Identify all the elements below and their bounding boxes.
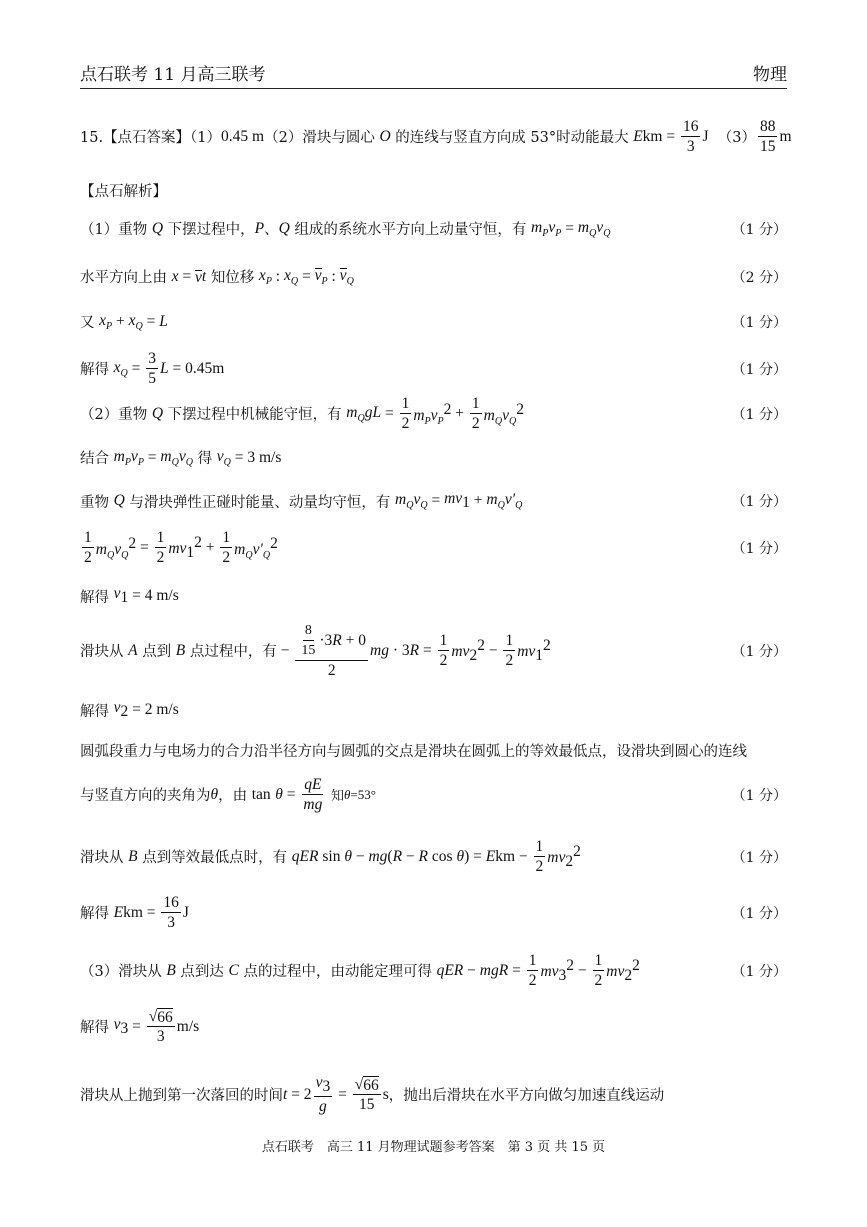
score-points: （2 分） [731,269,787,286]
solution-line-17: 解得 $v_3$ = √ 66 3 m/s [80,1008,200,1045]
solution-line-6: 结合 $m_Pv_P$ = $m_Qv_Q$ 得 $v_Q$ = 3 m/s [80,447,282,468]
solution-line-13: 与竖直方向的夹角为 θ ，由 tan θ = $\frac{qE}{mg}$ 知 θ =53° （1 分） [80,776,787,813]
score-points: （1 分） [731,494,787,510]
solution-line-11: 解得 $v_2$ = 2 m/s [80,699,179,720]
score-points: （1 分） [731,849,787,866]
score-points: （1 分） [731,221,787,238]
solution-line-18: 滑块从上抛到第一次落回的时间 t = 2 $\frac{v_3}{g}$ = √ 66 15 s ，抛出后滑块在水平方向做匀加速直线运动 [80,1074,665,1115]
page-header [80,62,787,89]
solution-line-9: 解得 $v_1$ = 4 m/s [80,585,179,606]
solution-line-10: 滑块从 A 点到 B 点过程中，有 − $\frac{8}{15}$ ·3 R + 0 2 mg · 3 R = $\frac{1}{2}$ $mv_2^2$ − $\frac{1}{2}$ $mv_1^2$ （1 分） [80,623,787,679]
solution-line-2: 水平方向上由 x = v t 知位移 $x_P$ : $x_Q$ = $v_P$ : $v_Q$ （2 分） [80,266,787,287]
solution-line-3: 又 $x_P$ + $x_Q$ = L （1 分） [80,311,787,332]
score-points: （1 分） [731,643,787,660]
score-points: （1 分） [731,406,787,423]
score-points: （1 分） [731,540,787,557]
solution-line-14: 滑块从 B 点到等效最低点时，有 qER sin θ − mg ( R − R cos θ ) = E km − $\frac{1}{2}$ $mv_2^2$ （1 分） [80,838,787,875]
answer-fraction-3: $\frac{88}{15}$ [759,118,776,155]
solution-line-4: 解得 $x_Q$ = $\frac{3}{5}$ L = 0.45m （1 分） [80,350,787,387]
header-subject: 物理 [753,65,787,85]
solution-line-5: （2）重物 Q 下摆过程中机械能守恒，有 $m_QgL$ = $\frac{1}{2}$ $m_Pv_P^2$ + $\frac{1}{2}$ $m_Qv_Q^2$ （1 分） [80,395,787,432]
score-points: （1 分） [731,361,787,378]
header-left: 点石联考 11 月高三联考 [80,65,266,85]
score-points: （1 分） [731,314,787,331]
q15-answer-line: 15.【点石答案】（1） 0.45 m （2）滑块与圆心 O 的连线与竖直方向成 53°时动能最大 E km = $\frac{16}{3}$ J （3） $\frac{88}{15}$ m [80,118,792,155]
solution-line-15: 解得 E km = $\frac{16}{3}$ J （1 分） [80,894,787,931]
solution-line-1: （1）重物 Q 下摆过程中， P 、 Q 组成的系统水平方向上动量守恒，有 $m_Pv_P$ = $m_Qv_Q$ （1 分） [80,218,787,239]
solution-line-7: 重物 Q 与滑块弹性正碰时能量、动量均守恒，有 $m_Qv_Q$ = $mv_1$ + $m_Qv'_Q$ （1 分） [80,490,787,511]
solution-line-16: （3）滑块从 B 点到达 C 点的过程中，由动能定理可得 qER − mgR = $\frac{1}{2}$ $mv_3^2$ − $\frac{1}{2}$ $mv_2^2$ （1 分） [80,952,787,989]
answer-fraction: $\frac{16}{3}$ [682,118,699,155]
score-points: （1 分） [731,963,787,980]
analysis-title: 【点石解析】 [80,184,167,200]
page-footer: 点石联考 高三 11 月物理试题参考答案 第 3 页 共 15 页 [261,1140,606,1155]
solution-line-12: 圆弧段重力与电场力的合力沿半径方向与圆弧的交点是滑块在圆弧上的等效最低点，设滑块到圆心的连线 [80,744,747,760]
score-points: （1 分） [731,787,787,804]
solution-line-8: $\frac{1}{2}$ $m_Qv_Q^2$ = $\frac{1}{2}$ $mv_1^2$ + $\frac{1}{2}$ $m_Qv'_Q^2$ （1 分） [84,529,787,566]
score-points: （1 分） [731,905,787,922]
